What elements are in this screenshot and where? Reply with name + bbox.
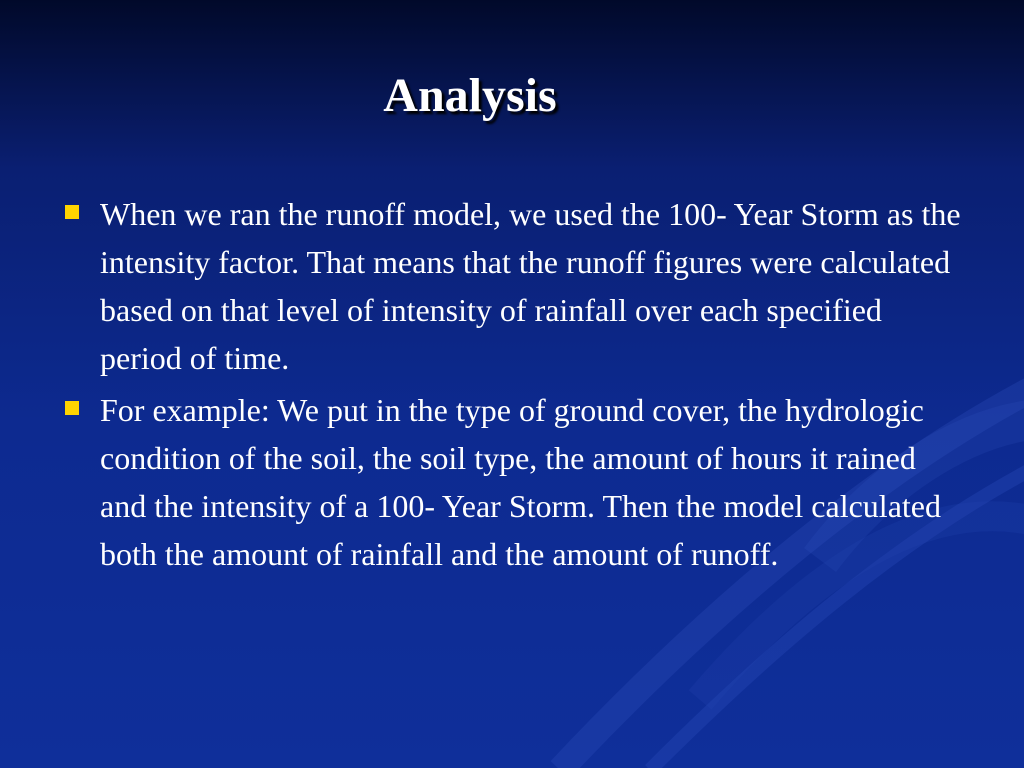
bullet-item [62,190,962,382]
bullet-text: When we ran the runoff model, we used the 100- Year Storm as the intensity factor. That means that the runoff figures were calculated based on that level of intensity of rainfall over each specified period of time. [100,196,961,376]
square-bullet-icon [65,401,79,415]
square-bullet-icon [65,205,79,219]
bullet-item [62,386,962,578]
slide-title: Analysis [383,69,557,122]
bullet-text: For example: We put in the type of ground cover, the hydrologic condition of the soil, the soil type, the amount of hours it rained and the intensity of a 100- Year Storm. Then the model calculated both the amount of rainfall and the amount of runoff. [100,392,941,572]
bullet-list [62,190,962,582]
